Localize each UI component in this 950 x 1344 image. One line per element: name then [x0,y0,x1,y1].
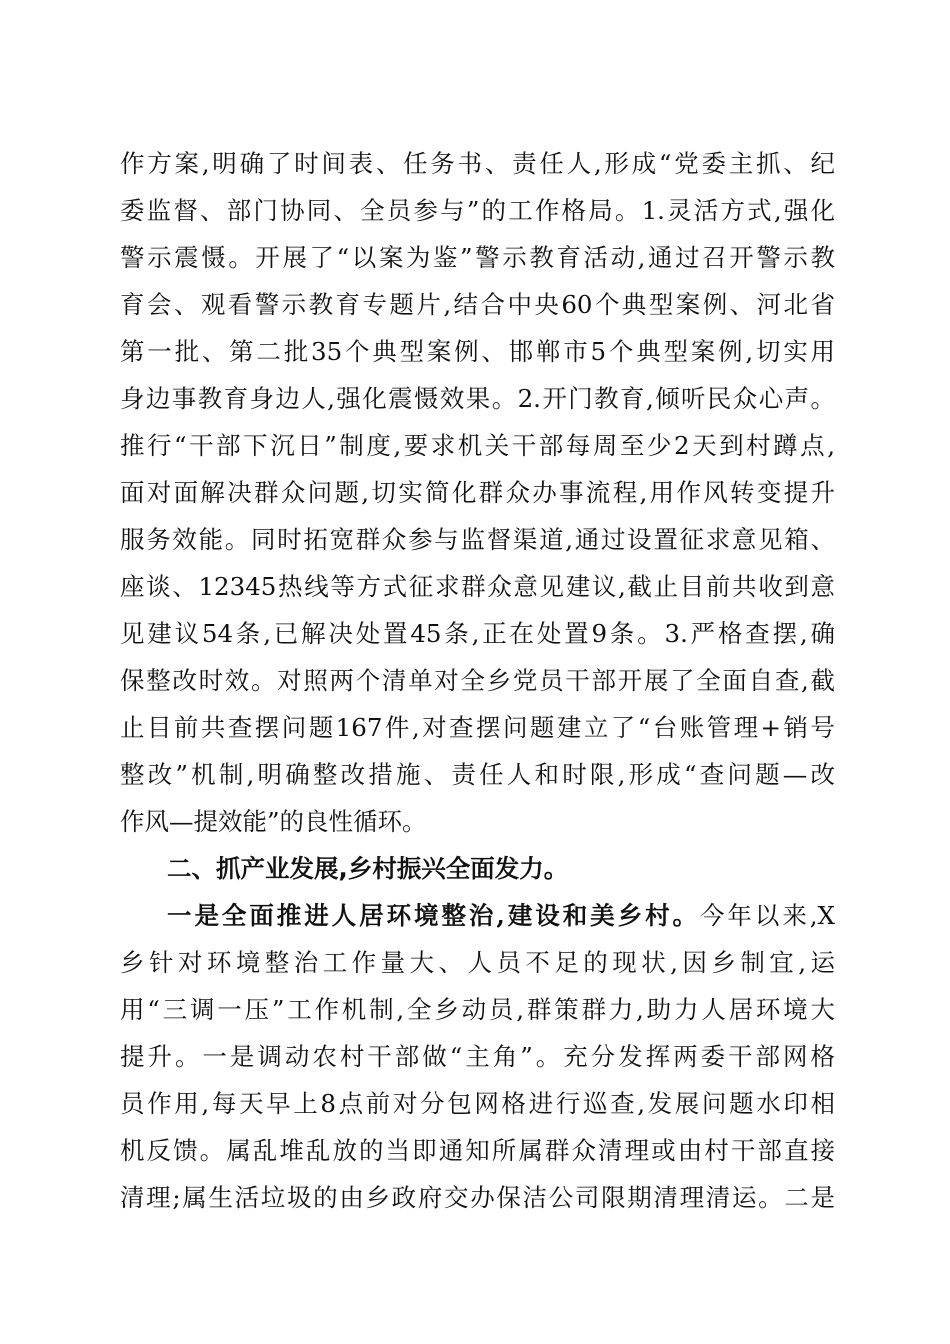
paragraph-line: 提升。一是调动农村干部做“主角”。充分发挥两委干部网格 [120,1042,835,1071]
paragraph-lead: 一是全面推进人居环境整治,建设和美乡村。 [167,901,700,930]
paragraph-line: 员作用,每天早上8点前对分包网格进行巡查,发展问题水印相 [120,1089,835,1118]
paragraph-line: 整改”机制,明确整改措施、责任人和时限,形成“查问题—改 [120,760,835,789]
paragraph-line: 作方案,明确了时间表、任务书、责任人,形成“党委主抓、纪 [120,149,835,178]
paragraph-line: 乡针对环境整治工作量大、人员不足的现状,因乡制宜,运 [120,948,835,977]
paragraph-line: 清理;属生活垃圾的由乡政府交办保洁公司限期清理清运。二是 [120,1183,835,1212]
paragraph-line: 推行“干部下沉日”制度,要求机关干部每周至少2天到村蹲点, [120,431,835,460]
paragraph-line: 见建议54条,已解决处置45条,正在处置9条。3.严格查摆,确 [120,619,835,648]
paragraph-line: 育会、观看警示教育专题片,结合中央60个典型案例、河北省 [120,290,835,319]
paragraph-line: 警示震慑。开展了“以案为鉴”警示教育活动,通过召开警示教 [120,243,835,272]
section-heading: 二、抓产业发展,乡村振兴全面发力。 [167,854,569,883]
paragraph-line: 机反馈。属乱堆乱放的当即通知所属群众清理或由村干部直接 [120,1136,835,1165]
paragraph-line: 座谈、12345热线等方式征求群众意见建议,截止目前共收到意 [120,572,835,601]
paragraph-line: 保整改时效。对照两个清单对全乡党员干部开展了全面自查,截 [120,666,835,695]
paragraph-line: 作风—提效能”的良性循环。 [120,807,427,836]
paragraph-first-line [167,900,835,932]
paragraph-line: 身边事教育身边人,强化震慑效果。2.开门教育,倾听民众心声。 [120,384,835,413]
paragraph-line: 第一批、第二批35个典型案例、邯郸市5个典型案例,切实用 [120,337,835,366]
paragraph-line: 委监督、部门协同、全员参与”的工作格局。1.灵活方式,强化 [120,196,835,225]
paragraph-line: 止目前共查摆问题167件,对查摆问题建立了“台账管理+销号 [120,713,835,742]
paragraph-line: 面对面解决群众问题,切实简化群众办事流程,用作风转变提升 [120,478,835,507]
paragraph-line: 服务效能。同时拓宽群众参与监督渠道,通过设置征求意见箱、 [120,525,835,554]
paragraph-line: 用“三调一压”工作机制,全乡动员,群策群力,助力人居环境大 [120,995,835,1024]
paragraph-lead-rest: 今年以来,X [699,901,836,930]
